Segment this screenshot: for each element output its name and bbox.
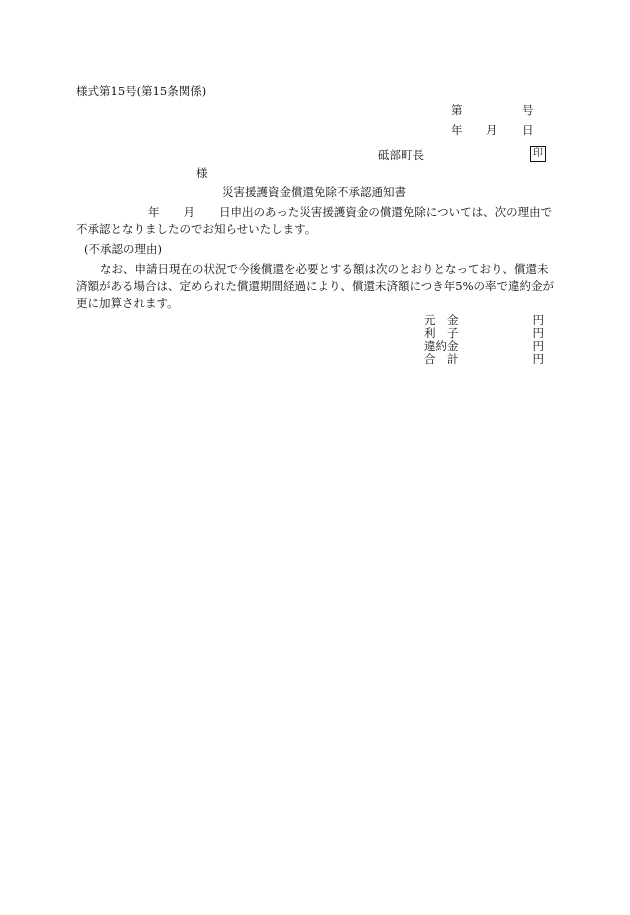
amount-unit: 円 (532, 339, 544, 353)
document-title: 災害援護資金償還免除不承認通知書 (222, 185, 406, 199)
amount-unit: 円 (532, 326, 544, 340)
amount-label: 利 子 (424, 326, 459, 340)
date-month-label: 月 (486, 123, 498, 137)
amount-label: 違約金 (424, 339, 459, 353)
form-number: 様式第15号(第15条関係) (76, 84, 207, 98)
date-year-label: 年 (451, 123, 463, 137)
date-day-label: 日 (522, 123, 534, 137)
para1-year: 年 (148, 205, 160, 219)
para1-month: 月 (183, 205, 195, 219)
amount-unit: 円 (532, 313, 544, 327)
amount-row-total (424, 353, 544, 366)
amounts-list (424, 314, 544, 366)
reason-heading: (不承認の理由) (84, 242, 162, 256)
document-number-suffix: 号 (522, 103, 534, 117)
body-paragraph-1 (76, 204, 556, 238)
recipient-honorific: 様 (196, 166, 208, 180)
para1-text: 日申出のあった災害援護資金の償還免除については、次の理由で不承認となりましたのでお知らせいたします。 (76, 205, 553, 236)
body-paragraph-2: なお、申請日現在の状況で今後償還を必要とする額は次のとおりとなっており、償還未済額がある場合は、定められた償還期間経過により、償還未済額につき年5%の率で違約金が更に加算されます。 (76, 262, 555, 310)
amount-label: 合 計 (424, 352, 459, 366)
issuer-name: 砥部町長 (378, 148, 424, 162)
amount-unit: 円 (532, 352, 544, 366)
seal-stamp: 印 (530, 146, 546, 162)
document-number-prefix: 第 (451, 103, 463, 117)
amount-label: 元 金 (424, 313, 459, 327)
